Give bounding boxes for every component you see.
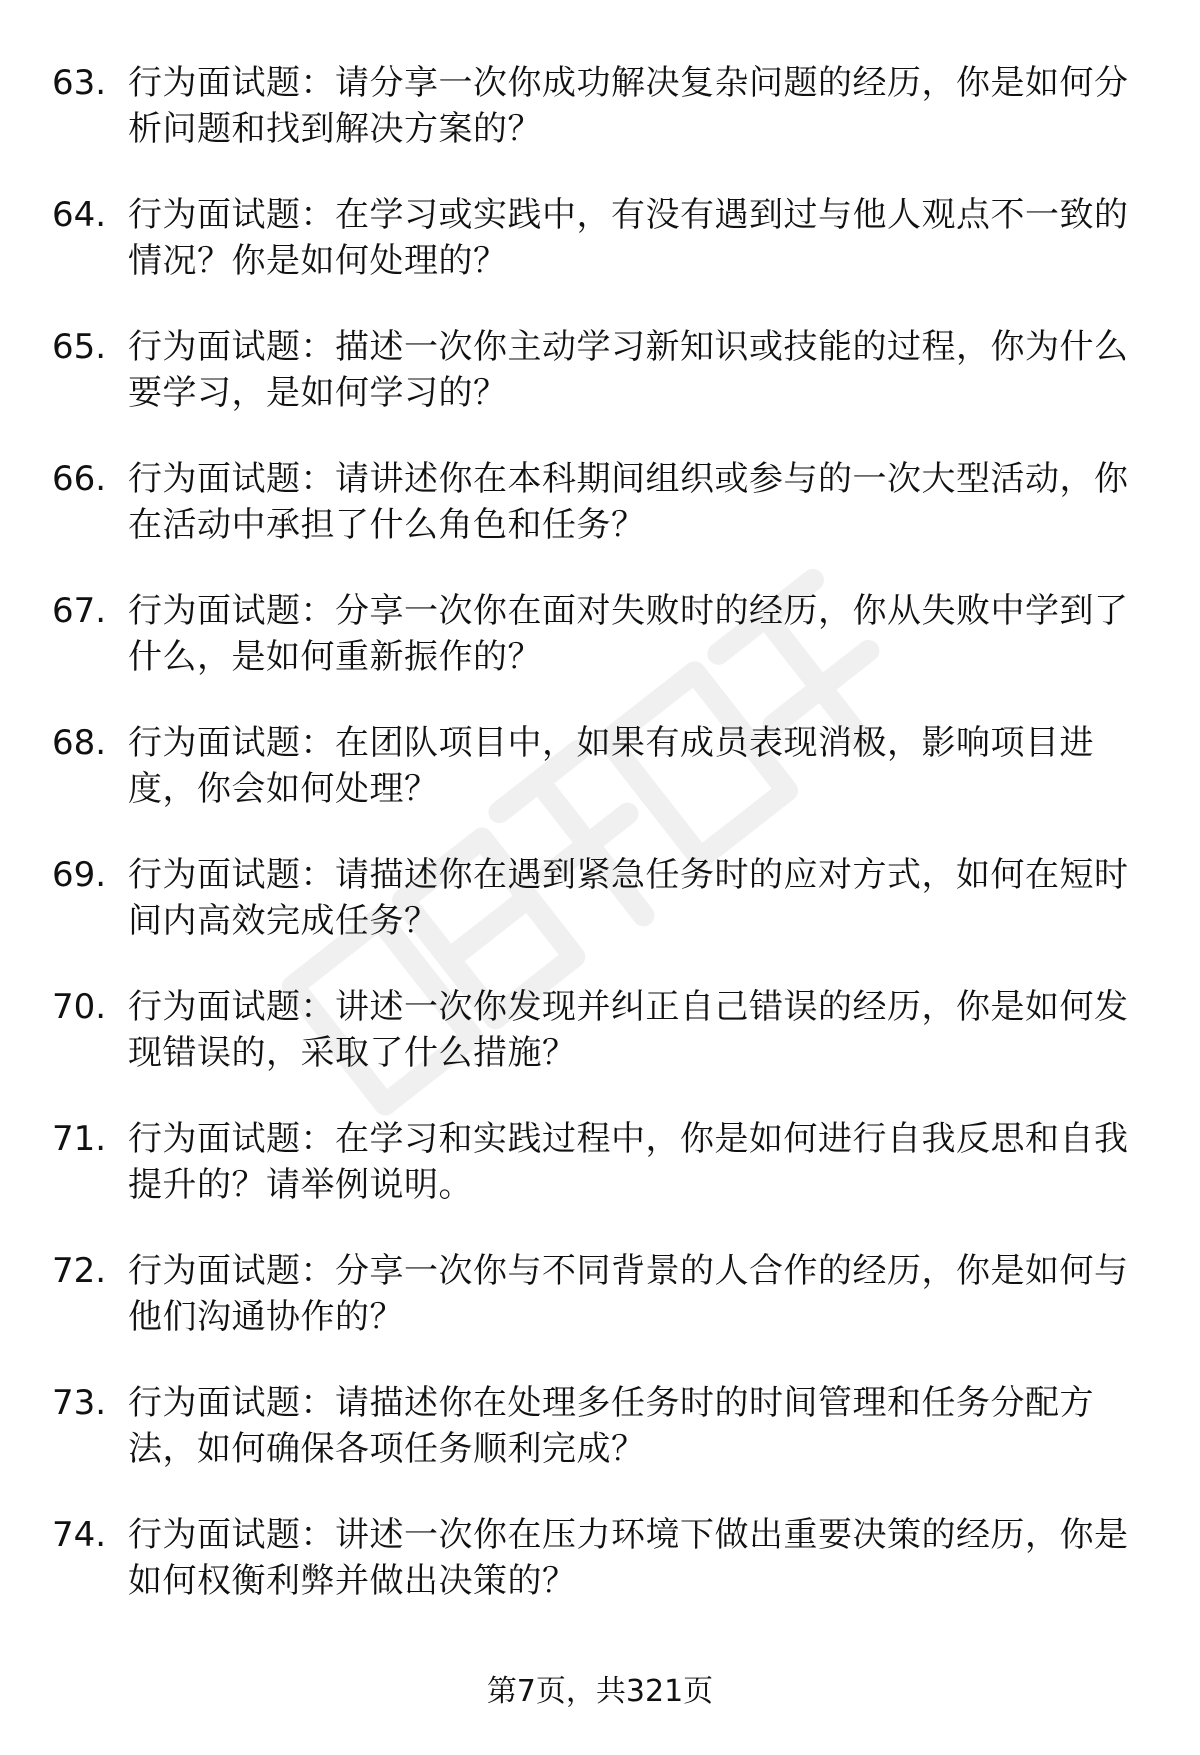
question-item (52, 192, 1142, 324)
question-number: 73. (52, 1383, 107, 1423)
question-item (52, 60, 1142, 192)
page-footer: 第7页，共321页 (486, 1674, 714, 1709)
question-number: 74. (52, 1515, 107, 1555)
question-number: 63. (52, 63, 107, 103)
question-item (52, 984, 1142, 1116)
question-item (52, 852, 1142, 984)
question-item (52, 588, 1142, 720)
question-text: 行为面试题：请描述你在遇到紧急任务时的应对方式，如何在短时间内高效完成任务？ (128, 855, 1129, 941)
question-number: 66. (52, 459, 107, 499)
question-item (52, 1380, 1142, 1512)
question-item (52, 1248, 1142, 1380)
question-text: 行为面试题：分享一次你在面对失败时的经历，你从失败中学到了什么，是如何重新振作的？ (128, 591, 1129, 677)
question-number: 67. (52, 591, 107, 631)
question-text: 行为面试题：请讲述你在本科期间组织或参与的一次大型活动，你在活动中承担了什么角色和任务？ (128, 459, 1129, 545)
question-text: 行为面试题：在学习和实践过程中，你是如何进行自我反思和自我提升的？请举例说明。 (128, 1119, 1129, 1205)
question-text: 行为面试题：讲述一次你发现并纠正自己错误的经历，你是如何发现错误的，采取了什么措施？ (128, 987, 1129, 1073)
question-list (52, 60, 1142, 1644)
question-text: 行为面试题：请描述你在处理多任务时的时间管理和任务分配方法，如何确保各项任务顺利完成？ (128, 1383, 1094, 1469)
question-text: 行为面试题：请分享一次你成功解决复杂问题的经历，你是如何分析问题和找到解决方案的？ (128, 63, 1129, 149)
question-item (52, 1116, 1142, 1248)
question-text: 行为面试题：分享一次你与不同背景的人合作的经历，你是如何与他们沟通协作的？ (128, 1251, 1129, 1337)
question-text: 行为面试题：在团队项目中，如果有成员表现消极，影响项目进度，你会如何处理？ (128, 723, 1094, 809)
question-number: 72. (52, 1251, 107, 1291)
question-text: 行为面试题：在学习或实践中，有没有遇到过与他人观点不一致的情况？你是如何处理的？ (128, 195, 1129, 281)
question-text: 行为面试题：描述一次你主动学习新知识或技能的过程，你为什么要学习，是如何学习的？ (128, 327, 1129, 413)
question-item (52, 456, 1142, 588)
question-item (52, 1512, 1142, 1644)
question-number: 65. (52, 327, 107, 367)
question-number: 70. (52, 987, 107, 1027)
question-item (52, 720, 1142, 852)
question-number: 64. (52, 195, 107, 235)
question-item (52, 324, 1142, 456)
question-number: 71. (52, 1119, 107, 1159)
question-number: 68. (52, 723, 107, 763)
question-number: 69. (52, 855, 107, 895)
question-text: 行为面试题：讲述一次你在压力环境下做出重要决策的经历，你是如何权衡利弊并做出决策的？ (128, 1515, 1129, 1601)
